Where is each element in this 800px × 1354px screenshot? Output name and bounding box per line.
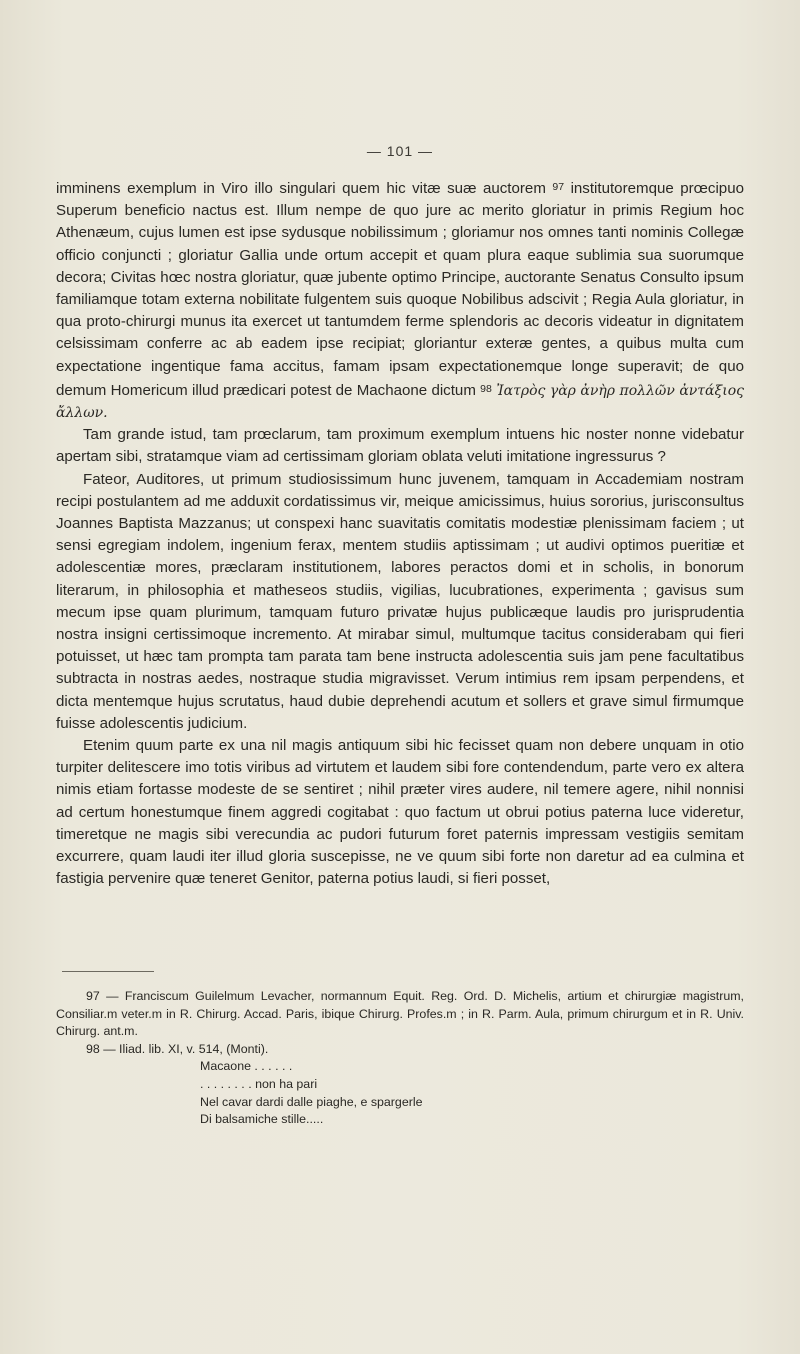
- footnote-divider: [62, 971, 154, 972]
- footnote-ref-97: 97: [552, 181, 565, 193]
- paragraph-2: Tam grande istud, tam prœclarum, tam proximum exemplum intuens hic noster nonne videbatur apertam sibi, stratamque viam ad certissimam gloriam oblata veluti imitatione ingressurus ?: [56, 426, 744, 466]
- main-text: [56, 176, 744, 891]
- paragraph-4: Etenim quum parte ex una nil magis antiquum sibi hic fecisset quam non debere unquam in otio turpiter delitescere imo totis viribus ad virtutem et laudem sibi fore contendendum, parte vero ex altera nimis etiam fortasse modeste de se sentiret ; nihil præter vires audere, nil temere agere, nihil nonnisi ad certum honestumque finem aggredi cogitabat : quo factum ut obrui potius paterna luce videretur, timeretque ne magis sibi verecundia ac pudori futurum foret paternis impressam vestigiis semitam excurrere, quam laudi iter illud gloria suscepisse, ne ve quum sibi forte non daretur ad ea culmina et fastigia pervenire quæ teneret Genitor, paterna potius laudi, si fieri posset,: [56, 737, 744, 888]
- paragraph-1-text-a: imminens exemplum in Viro illo singulari quem hic vitæ suæ auctorem: [56, 180, 553, 197]
- greek-quote: Ἰατρὸς γὰρ ἀνὴρ πολλῶν ἀντάξιος ἄλλων.: [56, 382, 744, 422]
- paragraph-1: [56, 176, 744, 424]
- footnote-97: 97 — Franciscum Guilelmum Levacher, normannum Equit. Reg. Ord. D. Michelis, artium et chirurgiæ magistrum, Consiliar.m veter.m in R. Chirurg. Accad. Paris, ibique Chirurg. Profes.m ; in R. Parm. Aula, primum chirurgum et in R. Univ. Chirurg. ant.m.: [56, 989, 744, 1039]
- page-number: — 101 —: [366, 143, 434, 159]
- verse-line: Di balsamiche stille.....: [200, 1112, 324, 1127]
- footnote-ref-98: 98: [480, 382, 492, 395]
- paragraph-1-text-b: institutoremque prœcipuo Superum beneficio nactus est. Illum nempe de quo jure ac merito gloriatur in primis Regium hoc Athenæum, cujus lumen est ipse sydusque nobilissimum ; gloriamur nos omnes tanti nominis Collegæ officio conjuncti ; gloriatur Gallia unde ortum accepit et quam plura eaque sublimia sua suorumque decora; Civitas hœc nostra gloriatur, quæ jubente optimo Principe, auctorante Senatus Consulto ipsum familiamque totam externa nobilitate fulgentem suis quoque Nobilibus adscivit ; Regia Aula gloriatur, in qua proto-chirurgi munus ita exercet ut tantumdem ferme splendoris ac decoris videatur in dignitatem celsissimam conferre ac ab eadem ipse recipiat; gloriantur exteræ gentes, a quibus multa cum expectatione ingentique fama accitus, famam ipsam expectationemque longe superavit; de quo demum Homericum illud prædicari potest de Machaone dictum: [56, 180, 744, 399]
- verse-line: Macaone . . . . . .: [200, 1059, 293, 1074]
- verse-line: . . . . . . . . non ha pari: [200, 1076, 318, 1091]
- footnotes: [56, 988, 744, 1129]
- paragraph-3: Fateor, Auditores, ut primum studiosissimum hunc juvenem, tamquam in Accademiam nostram recipi postulantem ad me adduxit cordatissimus vir, meique amicissimus, huius sororius, jurisconsultus Joannes Baptista Mazzanus; ut conspexi hanc suavitatis comitatis modestiæ plenissimam faciem ; ut sensi egregiam indolem, ingenium ferax, mentem studiis aptissimam ; ut audivi optimos pueritiæ et adolescentiæ mores, præclaram institutionem, labores peractos domi et in scholis, in bonorum literarum, in philosophia et matheseos studiis, vigilias, lucubrationes, experimenta ; gavisus sum mecum ipse quam plurimum, tamquam futuro privatæ hujus publicæque laudis pro jurisprudentia nostra insigni certissimoque incremento. At mirabar simul, multumque tacitus considerabam qui fieri potuisset, ut hæc tam prompta tam parata tam bene instructa adolescentia suis jam pene facultatibus subtracta in nostras aedes, nostraque studia migravisset. Verum intimius rem ipsam perpendens, et dicta mentemque hujus scrutatus, haud dubie deprehendi acutum et sollers et grave simul firmumque fuisse adolescentis judicium.: [56, 470, 744, 732]
- footnote-98: 98 — Iliad. lib. XI, v. 514, (Monti).: [86, 1041, 269, 1056]
- verse-line: Nel cavar dardi dalle piaghe, e spargerle: [200, 1094, 423, 1109]
- verse-quotation: [200, 1058, 744, 1128]
